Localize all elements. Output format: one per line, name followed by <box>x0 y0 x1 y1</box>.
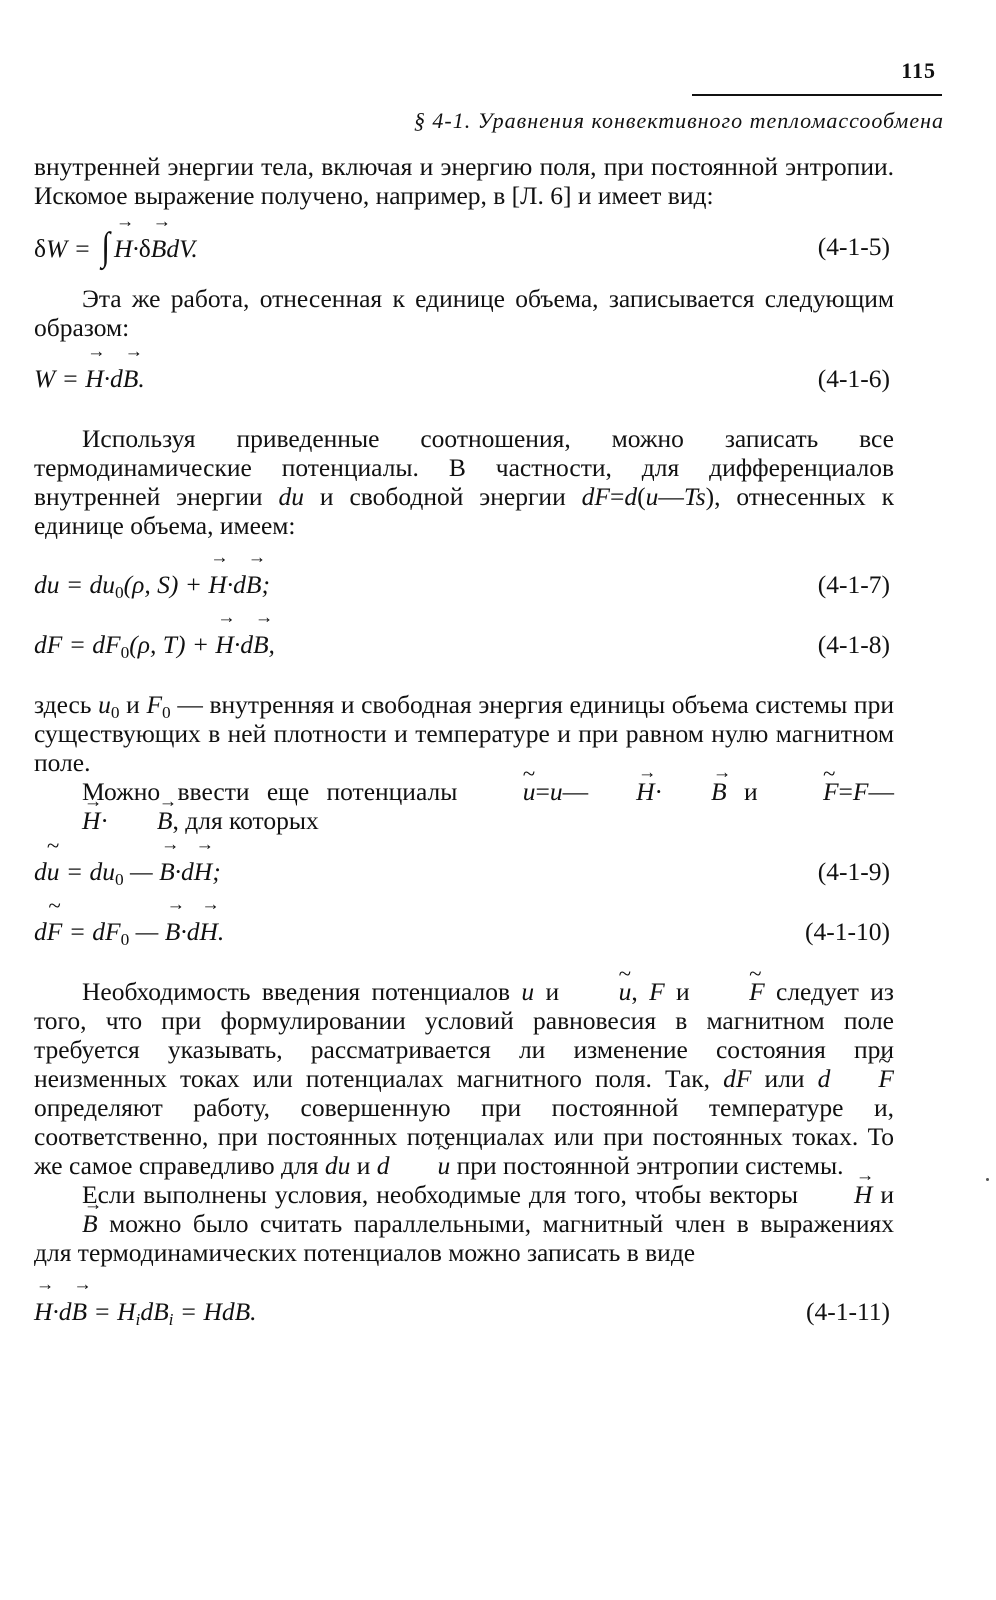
equation-4-1-10 <box>34 909 894 955</box>
equation-number: (4-1-10) <box>805 917 890 946</box>
equation-number: (4-1-11) <box>805 1297 890 1326</box>
paragraph-5: Можно ввести еще потенциалы ~ u=u—→ H·→ B и ~ F=F—→ H·→ B, для которых <box>34 777 894 835</box>
running-head: § 4-1. Уравнения конвективного тепломассообмена <box>413 108 944 133</box>
scan-speck <box>986 1178 989 1181</box>
equation-formula: W = → H·d→ B. <box>34 356 145 402</box>
equation-number: (4-1-8) <box>817 630 890 659</box>
page-number: 115 <box>901 58 936 83</box>
paragraph-2: Эта же работа, отнесенная к единице объема, записывается следующим образом: <box>34 284 894 342</box>
equation-formula: d~ $F = dF_0$ — → B·d→ H. <box>34 909 224 955</box>
equation-4-1-5 <box>34 224 894 270</box>
paragraph-7: Если выполнены условия, необходимые для того, чтобы векторы → H и → B можно было считать параллельными, магнитный член в выражениях для термодинамических потенциалов можно записать в виде <box>34 1180 894 1267</box>
equation-number: (4-1-7) <box>817 570 890 599</box>
page-body <box>34 152 894 1335</box>
equation-4-1-6 <box>34 356 894 402</box>
equation-formula: δW = ∫→ H·δ→ BdV. <box>34 224 198 272</box>
equation-number: (4-1-5) <box>817 232 890 261</box>
equation-number: (4-1-6) <box>817 364 890 393</box>
equation-4-1-11 <box>34 1289 894 1335</box>
equation-4-1-7 <box>34 562 894 608</box>
equation-4-1-8 <box>34 622 894 668</box>
equation-formula: du = $du_0(\rho$, S) + → H·d→ B; <box>34 562 270 608</box>
paragraph-1: внутренней энергии тела, включая и энергию поля, при постоянной энтропии. Искомое выражение получено, например, в [Л. 6] и имеет вид: <box>34 152 894 210</box>
header-rule <box>692 94 942 96</box>
equation-formula: dF = $dF_0(\rho$, T) + → H·d→ B, <box>34 622 275 668</box>
equation-formula: → $H\cdot d\to B = H_idB_i$ = HdB. <box>34 1289 257 1335</box>
equation-number: (4-1-9) <box>817 857 890 886</box>
paragraph-3: Используя приведенные соотношения, можно записать все термодинамические потенциалы. В частности, для дифференциалов внутренней энергии du и свободной энергии dF=d(u—Ts), отнесенных к единице объема, имеем: <box>34 424 895 540</box>
paragraph-6: Необходимость введения потенциалов u и ~ u, F и ~ F следует из того, что при формулировании условий равновесия в магнитном поле требуется указывать, рассматривается ли изменение состояния при неизменных токах или потенциалах магнитного поля. Так, dF или d~ F определяют работу, совершенную при постоянной температуре и, соответственно, при постоянных потенциалах или при постоянных токах. То же самое справедливо для du и d~ u при постоянной энтропии системы. <box>34 977 894 1180</box>
equation-4-1-9 <box>34 849 894 895</box>
equation-formula: d~ $u = du_0$ — → B·d→ H; <box>34 849 221 895</box>
paragraph-4: здесь $u_0$ и $F_0$ — внутренняя и свободная энергия единицы объема системы при существующих в ней плотности и температуре и при равном нулю магнитном поле. <box>34 690 894 777</box>
